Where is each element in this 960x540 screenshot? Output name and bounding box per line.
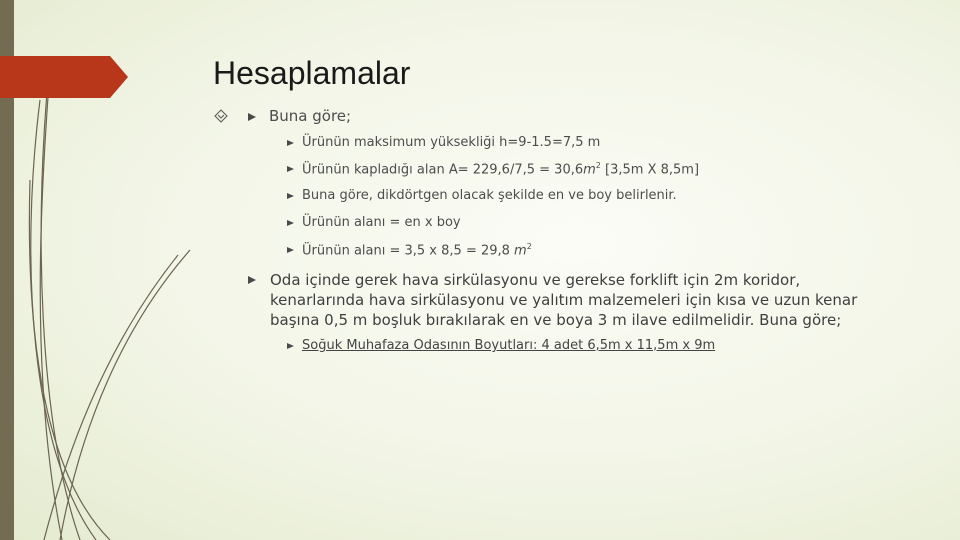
diamond-arrow-bullet-icon [214, 109, 228, 125]
level1-b-sub-item: Soğuk Muhafaza Odasının Boyutları: 4 adet 6,5m x 11,5m x 9m [302, 338, 716, 353]
sub-item-4: Ürünün alanı = en x boy [302, 215, 461, 230]
triangle-bullet-icon [287, 220, 294, 226]
title-accent-tab [0, 56, 130, 98]
sub-item-5: Ürünün alanı = 3,5 x 8,5 = 29,8 $m^2$ [302, 242, 532, 259]
triangle-bullet-icon [248, 113, 256, 121]
triangle-bullet-icon [248, 276, 256, 284]
triangle-bullet-icon [287, 343, 294, 349]
triangle-bullet-icon [287, 140, 294, 146]
sub-item-3: Buna göre, dikdörtgen olacak şekilde en ve boy belirlenir. [302, 188, 677, 203]
sub-item-1: Ürünün maksimum yüksekliği h=9-1.5=7,5 m [302, 135, 601, 150]
triangle-bullet-icon [287, 247, 294, 253]
level1-item-b: Oda içinde gerek hava sirkülasyonu ve gerekse forklift için 2m koridor, kenarlarında hava sirkülasyonu ve yalıtım malzemeleri için kısa ve uzun kenar başına 0,5 m boşluk bırakılarak en ve boya 3 m ilave edilmelidir. Buna göre; [270, 271, 858, 329]
level1-item-a: Buna göre; [269, 107, 352, 125]
triangle-bullet-icon [287, 166, 294, 172]
sub-item-2: Ürünün kapladığı alan $A= 229,6/7,5 = 30,6m^2$ [3,5m X 8,5m] [302, 161, 700, 178]
triangle-bullet-icon [287, 193, 294, 199]
slide-title: Hesaplamalar [213, 55, 411, 91]
